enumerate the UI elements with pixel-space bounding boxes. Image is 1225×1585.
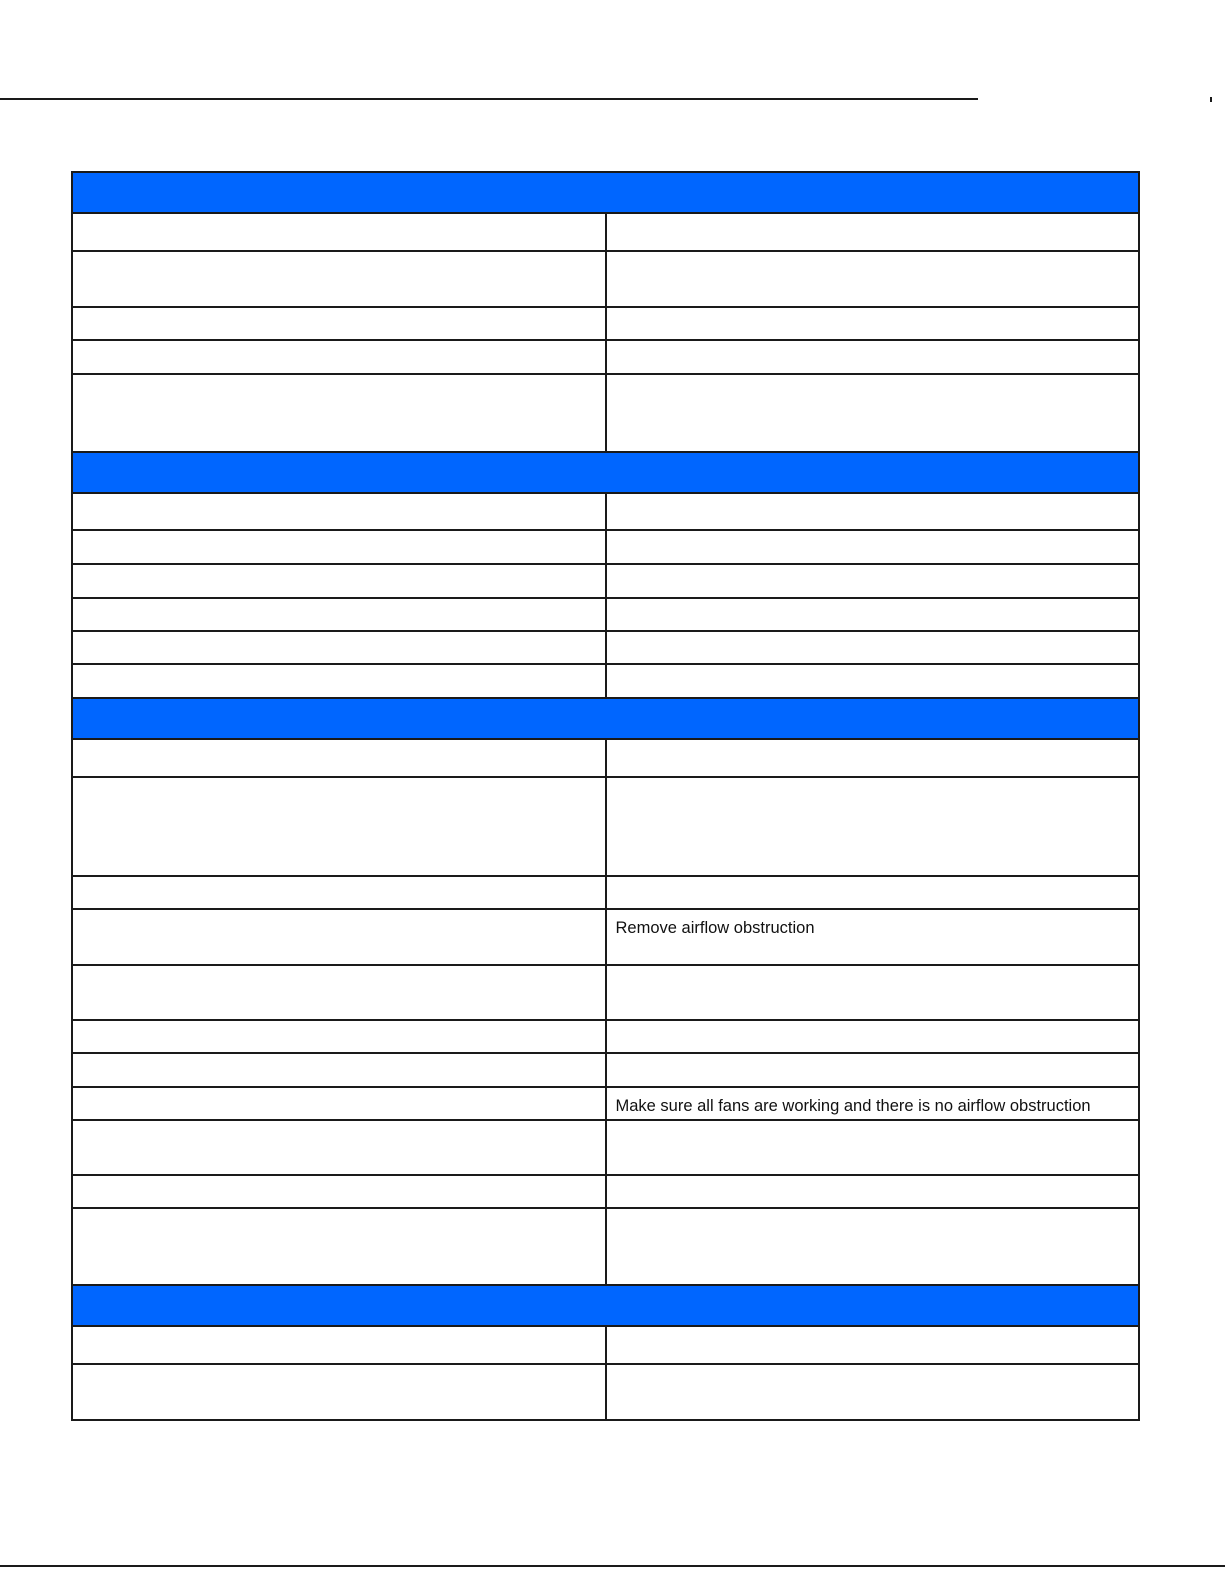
row-label: [82, 740, 596, 748]
table-row: [72, 631, 1139, 664]
row-value-cell: [606, 631, 1140, 664]
table-row: [72, 1053, 1139, 1087]
row-label: [82, 494, 596, 502]
section-header-row: [72, 1285, 1139, 1326]
row-value: [616, 778, 1130, 786]
table-row: [72, 1208, 1139, 1285]
table-row: [72, 876, 1139, 909]
table-row: [72, 564, 1139, 598]
row-label: [82, 252, 596, 260]
row-value-cell: [606, 493, 1140, 530]
row-label-cell: [72, 1020, 606, 1053]
table-row: [72, 493, 1139, 530]
row-label-cell: [72, 965, 606, 1020]
table-row: [72, 1364, 1139, 1420]
row-label-cell: [72, 876, 606, 909]
row-value: [616, 341, 1130, 349]
row-label: [82, 1365, 596, 1373]
row-label: [82, 341, 596, 349]
row-label-cell: [72, 340, 606, 374]
row-value-cell: [606, 1120, 1140, 1175]
row-value-cell: [606, 1087, 1140, 1120]
row-value-cell: [606, 965, 1140, 1020]
row-label: [82, 599, 596, 607]
row-label-cell: [72, 564, 606, 598]
row-value-cell: [606, 664, 1140, 698]
section-header-row: [72, 452, 1139, 493]
row-label: [82, 308, 596, 316]
row-label: [82, 1209, 596, 1217]
row-value: [616, 494, 1130, 502]
row-label-cell: [72, 1364, 606, 1420]
row-label: [82, 1176, 596, 1184]
table-row: [72, 1326, 1139, 1364]
table-row: [72, 340, 1139, 374]
row-value-cell: [606, 739, 1140, 777]
section-header-row: [72, 698, 1139, 739]
row-label: [82, 1327, 596, 1335]
table-row: [72, 739, 1139, 777]
row-value: [616, 1054, 1130, 1062]
row-label-cell: [72, 530, 606, 564]
row-label-cell: [72, 664, 606, 698]
row-label: [82, 1054, 596, 1062]
header-corner-mark: [1210, 97, 1212, 102]
row-value-cell: [606, 374, 1140, 452]
row-label-cell: [72, 374, 606, 452]
row-value-cell: [606, 340, 1140, 374]
row-label: [82, 214, 596, 222]
table-row: [72, 530, 1139, 564]
row-label: [82, 565, 596, 573]
row-label: [82, 375, 596, 383]
row-value-cell: [606, 909, 1140, 965]
table-row: [72, 777, 1139, 876]
footer-rule: [0, 1565, 1225, 1567]
section-title-text: [82, 699, 1129, 707]
row-value: [616, 966, 1130, 974]
row-value-cell: [606, 530, 1140, 564]
row-value-cell: [606, 1175, 1140, 1208]
row-label: [82, 665, 596, 673]
row-label-cell: [72, 1326, 606, 1364]
row-value: [616, 531, 1130, 539]
table-row: [72, 1175, 1139, 1208]
row-value: Make sure all fans are working and there is no airflow obstruction: [615, 1097, 1091, 1115]
row-value: [616, 308, 1130, 316]
row-value-cell: [606, 598, 1140, 631]
row-value-cell: [606, 1364, 1140, 1420]
row-label-cell: [72, 1175, 606, 1208]
row-value-cell: [606, 1020, 1140, 1053]
table-row: [72, 965, 1139, 1020]
row-value: [616, 1365, 1130, 1373]
section-header-row: [72, 172, 1139, 213]
section-title: [72, 172, 1139, 213]
row-label-cell: [72, 1053, 606, 1087]
row-label: [82, 531, 596, 539]
row-label-cell: [72, 251, 606, 307]
table-row: [72, 374, 1139, 452]
row-value-cell: [606, 876, 1140, 909]
section-title-text: [82, 453, 1129, 461]
table-row: [72, 307, 1139, 340]
section-title: [72, 698, 1139, 739]
row-value-cell: [606, 564, 1140, 598]
row-value: [616, 1121, 1130, 1129]
row-label: [82, 910, 596, 918]
section-title: [72, 452, 1139, 493]
row-label: [82, 632, 596, 640]
row-value: [616, 214, 1130, 222]
row-label: [82, 877, 596, 885]
row-value: [616, 252, 1130, 260]
row-value-cell: [606, 1326, 1140, 1364]
row-value: [616, 740, 1130, 748]
table-row: [72, 598, 1139, 631]
header-rule: [0, 98, 978, 100]
row-label-cell: [72, 307, 606, 340]
row-value: [616, 1327, 1130, 1335]
row-label-cell: [72, 739, 606, 777]
row-label-cell: [72, 631, 606, 664]
row-value: [616, 565, 1130, 573]
row-label: [82, 966, 596, 974]
row-label-cell: [72, 493, 606, 530]
row-value: [616, 1021, 1130, 1029]
table-row: [72, 1020, 1139, 1053]
table-row: [72, 1120, 1139, 1175]
section-title-text: [82, 1286, 1129, 1294]
section-title-text: [82, 173, 1129, 181]
row-value-cell: [606, 213, 1140, 251]
row-label-cell: [72, 777, 606, 876]
table-row: [72, 213, 1139, 251]
section-title: [72, 1285, 1139, 1326]
row-value: [616, 632, 1130, 640]
row-label-cell: [72, 909, 606, 965]
row-value: [616, 877, 1130, 885]
table-row: [72, 1087, 1139, 1120]
row-value: [616, 1209, 1130, 1217]
row-value: [616, 599, 1130, 607]
row-value-cell: [606, 1053, 1140, 1087]
row-label-cell: [72, 598, 606, 631]
specification-table: [71, 171, 1140, 1421]
row-value: [616, 1176, 1130, 1184]
row-value-cell: [606, 307, 1140, 340]
row-label: [82, 1088, 596, 1096]
row-value-cell: [606, 777, 1140, 876]
row-label-cell: [72, 1087, 606, 1120]
table-row: [72, 664, 1139, 698]
row-label-cell: [72, 213, 606, 251]
row-label: [82, 1021, 596, 1029]
row-value-cell: [606, 251, 1140, 307]
row-value: [616, 375, 1130, 383]
row-label-cell: [72, 1208, 606, 1285]
row-value-cell: [606, 1208, 1140, 1285]
row-label: [82, 778, 596, 786]
row-label: [82, 1121, 596, 1129]
table-row: [72, 251, 1139, 307]
row-label-cell: [72, 1120, 606, 1175]
row-value: [616, 665, 1130, 673]
table-row: [72, 909, 1139, 965]
row-value: Remove airflow obstruction: [615, 919, 815, 937]
